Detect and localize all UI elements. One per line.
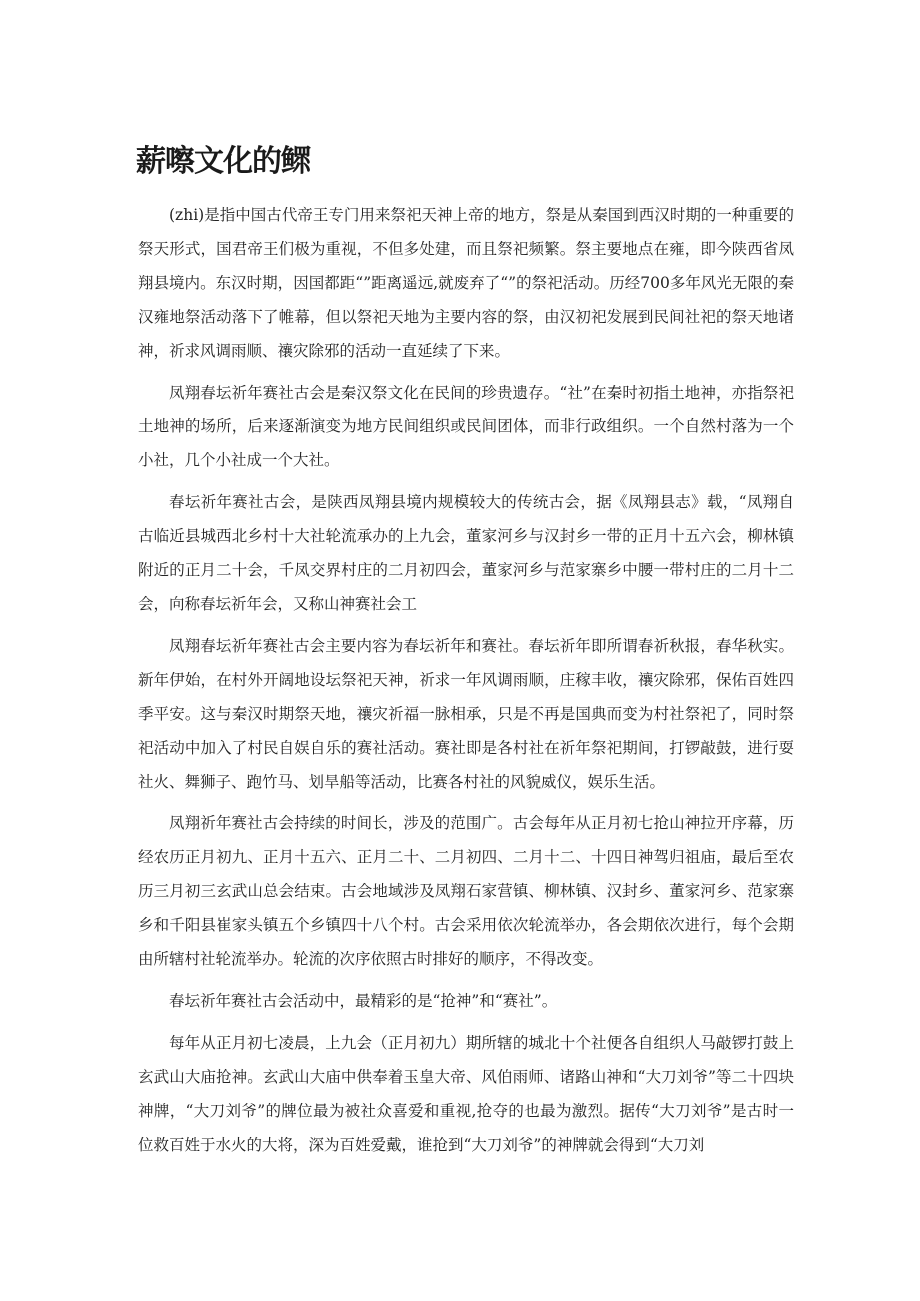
paragraph: 每年从正月初七凌晨，上九会（正月初九）期所辖的城北十个社便各自组织人马敲锣打鼓上玄武山大庙抢神。玄武山大庙中供奉着玉皇大帝、风伯雨师、诸路山神和“大刀刘爷”等二十四块神牌，“大刀刘爷”的牌位最为被社众喜爱和重视,抢夺的也最为激烈。据传“大刀刘爷”是古时一位救百姓于水火的大将，深为百姓爱戴，谁抢到“大刀刘爷”的神牌就会得到“大刀刘 xyxy=(138,1033,794,1154)
paragraph: 凤翔春坛祈年赛社古会是秦汉祭文化在民间的珍贵遗存。“社”在秦时初指土地神，亦指祭祀土地神的场所，后来逐渐演变为地方民间组织或民间团体，而非行政组织。一个自然村落为一个小社，几个小社成一个大社。 xyxy=(138,383,794,470)
document-title: 薪嚓文化的鳏 xyxy=(136,144,310,179)
paragraph: 凤翔祈年赛社古会持续的时间长，涉及的范围广。古会每年从正月初七抢山神拉开序幕，历经农历正月初九、正月十五六、正月二十、二月初四、二月十二、十四日神驾归祖庙，最后至农历三月初三玄武山总会结束。古会地域涉及凤翔石家营镇、柳林镇、汉封乡、董家河乡、范家寨乡和千阳县崔家头镇五个乡镇四十八个村。古会采用依次轮流举办，各会期依次进行，每个会期由所辖村社轮流举办。轮流的次序依照古时排好的顺序，不得改变。 xyxy=(138,814,794,969)
paragraph: 春坛祈年赛社古会活动中，最精彩的是“抢神”和“赛社”。 xyxy=(169,991,558,1010)
paragraph: 春坛祈年赛社古会，是陕西凤翔县境内规模较大的传统古会，据《凤翔县志》载，“凤翔自古临近县城西北乡村十大社轮流承办的上九会，董家河乡与汉封乡一带的正月十五六会，柳林镇附近的正月二十会，千凤交界村庄的二月初四会，董家河乡与范家寨乡中腰一带村庄的二月十二会，向称春坛祈年会，又称山神赛社会工 xyxy=(138,493,794,613)
paragraph: (zhi)是指中国古代帝王专门用来祭祀天神上帝的地方，祭是从秦国到西汉时期的一种重要的祭天形式，国君帝王们极为重视，不但多处建，而且祭祀频繁。祭主要地点在雍，即今陕西省凤翔县境内。东汉时期，因国都距“”距离遥远,就废弃了“”的祭祀活动。历经700多年风光无限的秦汉雍地祭活动落下了帷幕，但以祭祀天地为主要内容的祭，由汉初祀发展到民间社祀的祭天地诸神，祈求风调雨顺、禳灾除邪的活动一直延续了下来。 xyxy=(138,206,794,360)
paragraph: 凤翔春坛祈年赛社古会主要内容为春坛祈年和赛社。春坛祈年即所谓春祈秋报，春华秋实。新年伊始，在村外开阔地设坛祭祀天神，祈求一年风调雨顺，庄稼丰收，禳灾除邪，保佑百姓四季平安。这与秦汉时期祭天地，禳灾祈福一脉相承，只是不再是国典而变为村社祭祀了，同时祭祀活动中加入了村民自娱自乐的赛社活动。赛社即是各村社在祈年祭祀期间，打锣敲鼓，进行耍社火、舞狮子、跑竹马、划旱船等活动，比赛各村社的风貌威仪，娱乐生活。 xyxy=(138,636,794,791)
document-body xyxy=(138,199,794,1170)
